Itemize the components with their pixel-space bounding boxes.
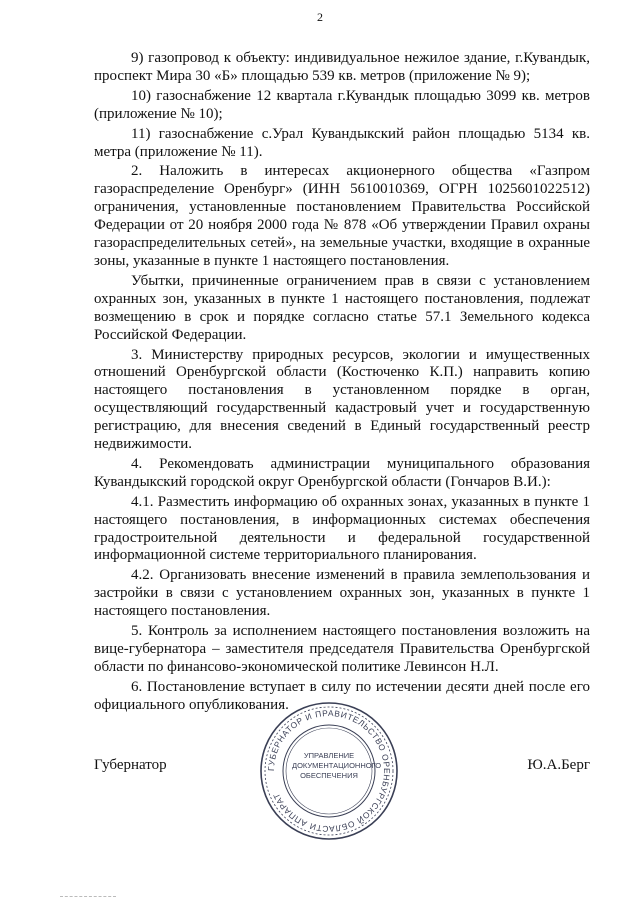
signatory-title: Губернатор [94,757,167,773]
document-body [94,50,590,717]
paragraph-item-11: 11) газоснабжение с.Урал Кувандыкский район площадью 5134 кв. метра (приложение № 11). [94,125,590,160]
official-seal-stamp [258,700,400,842]
page-number: 2 [317,10,323,24]
paragraph-item-9: 9) газопровод к объекту: индивидуальное нежилое здание, г.Кувандык, проспект Мира 30 «Б» площадью 539 кв. метров (приложение № 9); [94,50,590,84]
paragraph-section-4: 4. Рекомендовать администрации муниципального образования Кувандыкский городской округ Оренбургской области (Гончаров В.И.): [94,455,590,490]
paragraph-section-2: 2. Наложить в интересах акционерного общества «Газпром газораспределение Оренбург» (ИНН 5610010369, ОГРН 1025601022512) ограничения, установленные постановлением Правительства Российской Федерации от 20 ноября 2000 года № 878 «Об утверждении Правил охраны газораспределительных сетей», на земельные участки, входящие в охранные зоны, указанные в пункте 1 настоящего постановления. [94,163,590,269]
paragraph-section-3: 3. Министерству природных ресурсов, экологии и имущественных отношений Оренбургской области (Костюченко К.П.) направить копию настоящего постановления в установленном порядке в орган, осуществляющий государственный кадастровый учет и государственную регистрацию, для внесения сведений в Единый государственный реестр недвижимости. [94,346,590,453]
paragraph-losses: Убытки, причиненные ограничением прав в связи с установлением охранных зон, указанных в пункте 1 настоящего постановления, подлежат возмещению в срок и порядке согласно статье 57.1 Земельного кодекса Российской Федерации. [94,272,590,343]
seal-center-text: УПРАВЛЕНИЕ ДОКУМЕНТАЦИОННОГО ОБЕСПЕЧЕНИЯ [292,751,382,780]
footer-divider [60,896,116,897]
paragraph-section-4-1: 4.1. Разместить информацию об охранных зонах, указанных в пункте 1 настоящего постановления, в информационных системах обеспечения градостроительной деятельности и федеральной государственной информационной системе территориального планирования. [94,493,590,564]
seal-ring-text: ГУБЕРНАТОР И ПРАВИТЕЛЬСТВО ОРЕНБУРГСКОЙ ОБЛАСТИ АППАРАТ [265,707,393,835]
paragraph-section-5: 5. Контроль за исполнением настоящего постановления возложить на вице-губернатора – заместителя председателя Правительства Оренбургской области по финансово-экономической политике Левинсон Н.Л. [94,623,590,675]
signatory-name: Ю.А.Берг [527,757,590,773]
paragraph-section-6: 6. Постановление вступает в силу по истечении десяти дней после его официального опубликования. [94,678,590,713]
paragraph-item-10: 10) газоснабжение 12 квартала г.Кувандык площадью 3099 кв. метров (приложение № 10); [94,87,590,122]
paragraph-section-4-2: 4.2. Организовать внесение изменений в правила землепользования и застройки в связи с установлением охранных зон, указанных в пункте 1 настоящего постановления. [94,567,590,620]
